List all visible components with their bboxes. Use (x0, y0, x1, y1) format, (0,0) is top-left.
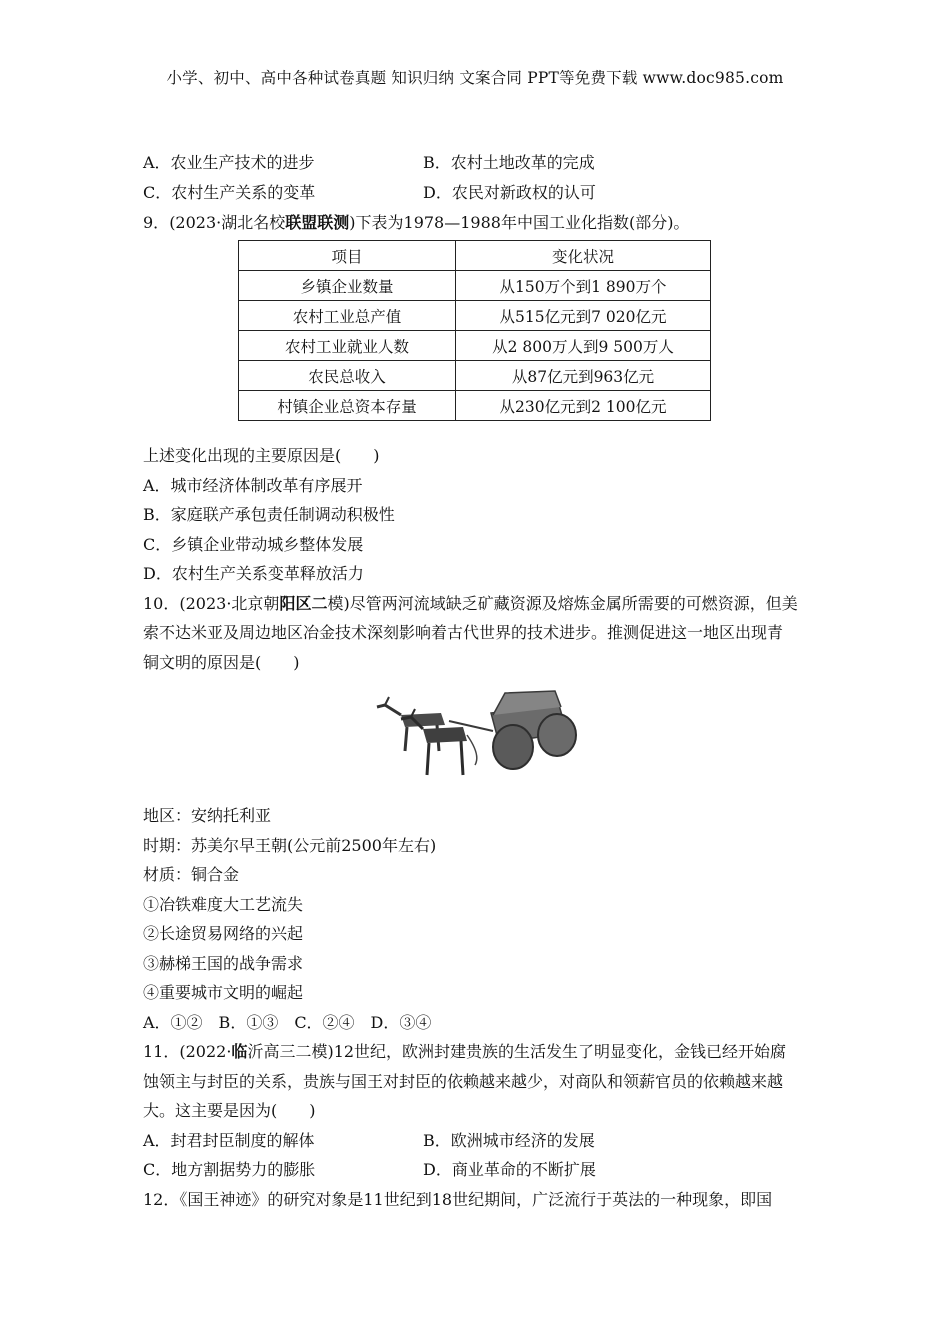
q10-source-bold: 阳区二 (279, 593, 328, 613)
table-cell: 从87亿元到963亿元 (456, 361, 711, 391)
q11-options-row-1 (143, 1126, 818, 1156)
q10-statement-4: ④重要城市文明的崛起 (143, 983, 304, 1002)
table-row (239, 331, 711, 361)
q8-option-a[interactable]: A．农业生产技术的进步 (143, 153, 315, 172)
q9-stem-text: )下表为1978—1988年中国工业化指数(部分)。 (349, 213, 690, 232)
q10-stem-line-1 (143, 589, 818, 619)
q11-stem-line-1 (143, 1037, 818, 1067)
q10-source: (2023·北京朝 (179, 593, 280, 613)
q10-stem-line-3: 铜文明的原因是( ) (143, 652, 300, 672)
table-cell: 乡镇企业数量 (239, 271, 456, 301)
q10-stem-line-2: 索不达米亚及周边地区冶金技术深刻影响着古代世界的技术进步。推测促进这一地区出现青 (143, 623, 784, 642)
exam-content (143, 148, 818, 1214)
q11-number: 11． (143, 1042, 180, 1061)
table-row (239, 391, 711, 421)
q11-stem-text: 12世纪，欧洲封建贵族的生活发生了明显变化，金钱已经开始腐 (333, 1042, 787, 1061)
q9-option-a[interactable]: A．城市经济体制改革有序展开 (143, 475, 363, 495)
table-cell: 从230亿元到2 100亿元 (456, 391, 711, 421)
q9-number: 9． (143, 213, 170, 232)
table-row (239, 301, 711, 331)
table-cell: 从2 800万人到9 500万人 (456, 331, 711, 361)
chariot-illustration (371, 685, 583, 790)
q10-info-material: 材质：铜合金 (143, 865, 240, 884)
q10-statement-2: ②长途贸易网络的兴起 (143, 924, 304, 943)
q8-option-c[interactable]: C．农村生产关系的变革 (143, 183, 316, 202)
table-cell: 从515亿元到7 020亿元 (456, 301, 711, 331)
q10-info-period: 时期：苏美尔早王朝(公元前2500年左右) (143, 835, 437, 855)
q9-table (238, 240, 711, 421)
q10-number: 10． (143, 593, 180, 613)
q10-options[interactable]: A．①② B．①③ C．②④ D．③④ (143, 1012, 432, 1032)
q9-stem (143, 208, 818, 238)
q9-option-b[interactable]: B．家庭联产承包责任制调动积极性 (143, 505, 395, 524)
table-cell: 村镇企业总资本存量 (239, 391, 456, 421)
q11-source: (2022· (179, 1042, 232, 1061)
q10-stem-text: 尽管两河流域缺乏矿藏资源及熔炼金属所需要的可燃资源，但美 (349, 593, 798, 613)
q9-option-d[interactable]: D．农村生产关系变革释放活力 (143, 564, 364, 583)
q11-options-row-2 (143, 1155, 818, 1185)
q9-source-bold: 联盟联测 (285, 213, 350, 232)
table-cell: 从150万个到1 890万个 (456, 271, 711, 301)
table-header-row (239, 241, 711, 271)
table-cell: 农民总收入 (239, 361, 456, 391)
q12-stem-text: 《国王神迹》的研究对象是11世纪到18世纪期间，广泛流行于英法的一种现象，即国 (179, 1189, 773, 1209)
q11-stem-line-3: 大。这主要是因为( ) (143, 1101, 316, 1120)
q11-option-b[interactable]: B．欧洲城市经济的发展 (423, 1130, 595, 1150)
q9-option-c[interactable]: C．乡镇企业带动城乡整体发展 (143, 534, 364, 554)
q10-statement-3: ③赫梯王国的战争需求 (143, 953, 304, 973)
table-row (239, 271, 711, 301)
q11-option-c[interactable]: C．地方割据势力的膨胀 (143, 1160, 316, 1179)
q11-option-a[interactable]: A．封君封臣制度的解体 (143, 1130, 315, 1150)
table-header-item: 项目 (239, 241, 456, 271)
q11-stem-line-2: 蚀领主与封臣的关系，贵族与国王对封臣的依赖越来越少，对商队和领薪官员的依赖越来越 (143, 1071, 784, 1091)
q11-option-d[interactable]: D．商业革命的不断扩展 (423, 1160, 596, 1179)
table-row (239, 361, 711, 391)
q12-number: 12． (143, 1189, 180, 1209)
q10-info-region: 地区：安纳托利亚 (143, 806, 272, 825)
q8-option-d[interactable]: D．农民对新政权的认可 (423, 183, 596, 202)
q10-statement-1: ①冶铁难度大工艺流失 (143, 894, 304, 914)
table-header-change: 变化状况 (456, 241, 711, 271)
q8-options-row-2 (143, 178, 818, 208)
q11-source-end: 沂高三二模) (247, 1042, 334, 1061)
q10-source-end: 模) (327, 593, 350, 613)
q11-source-bold: 临 (231, 1042, 248, 1061)
bronze-chariot-figure (143, 685, 818, 795)
table-cell: 农村工业总产值 (239, 301, 456, 331)
q9-source: (2023·湖北名校 (169, 213, 286, 232)
q9-question: 上述变化出现的主要原因是( ) (143, 446, 380, 465)
q12-stem-line-1 (143, 1185, 818, 1215)
q8-option-b[interactable]: B．农村土地改革的完成 (423, 153, 595, 172)
q8-options-row-1 (143, 148, 818, 178)
page-header: 小学、初中、高中各种试卷真题 知识归纳 文案合同 PPT等免费下载 www.doc985.com (166, 69, 784, 87)
table-cell: 农村工业就业人数 (239, 331, 456, 361)
